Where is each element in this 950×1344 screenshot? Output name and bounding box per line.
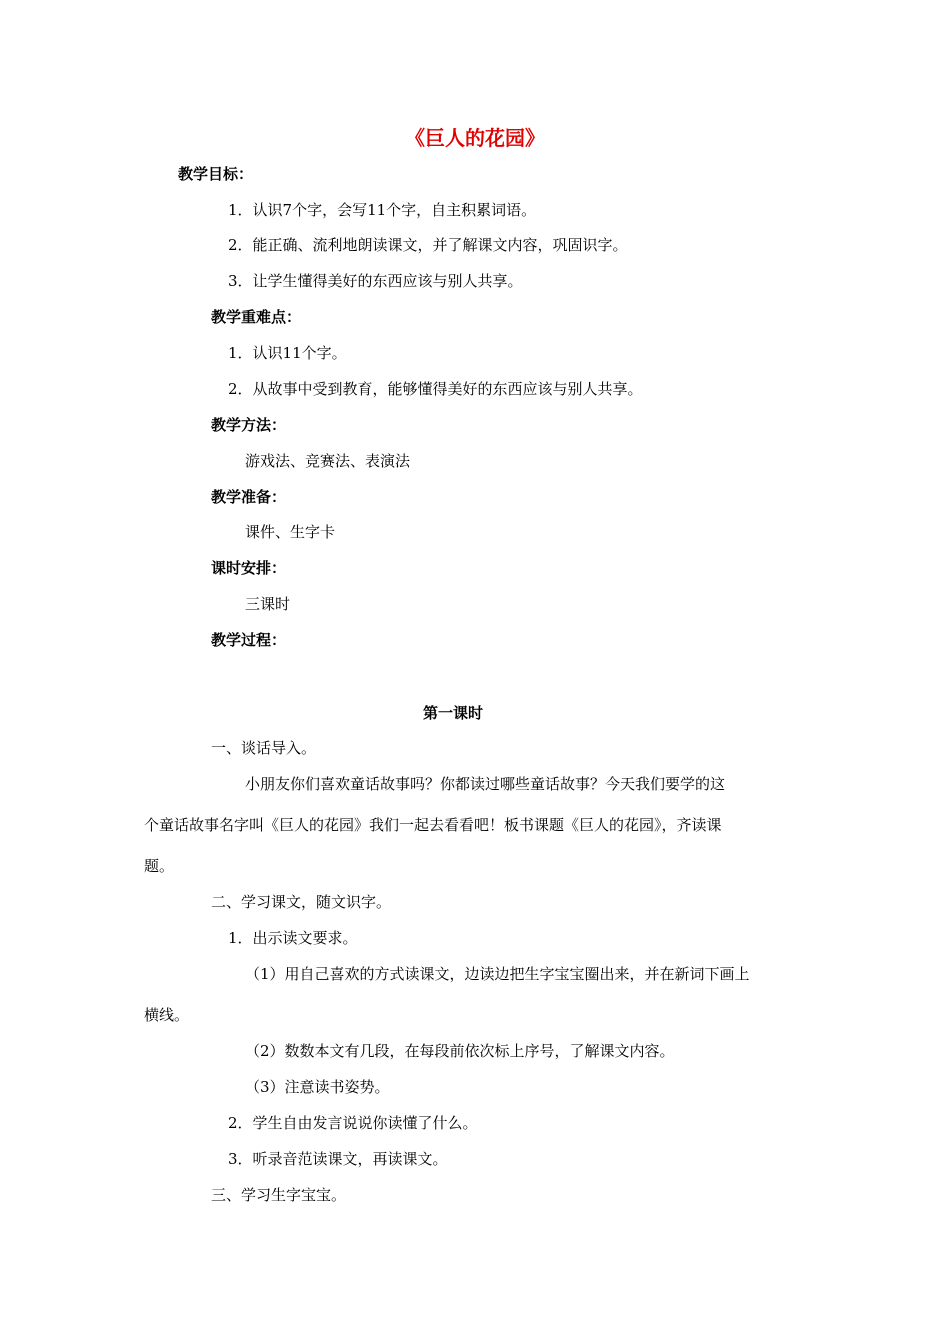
paragraph-line: 个童话故事名字叫《巨人的花园》我们一起去看看吧！板书课题《巨人的花园》，齐读课 [144, 816, 722, 834]
methods-heading: 教学方法： [211, 416, 287, 434]
paragraph-line: 题。 [144, 857, 175, 875]
requirement-item-cont: 横线。 [144, 1006, 190, 1024]
section-heading: 二、学习课文，随文识字。 [211, 893, 392, 911]
objective-item: 1．认识7个字，会写11个字，自主积累词语。 [228, 201, 537, 219]
section-heading: 一、谈话导入。 [211, 739, 317, 757]
lesson-heading: 第一课时 [422, 704, 483, 722]
page-title: 《巨人的花园》 [405, 126, 545, 150]
requirement-item: （2）数数本文有几段，在每段前依次标上序号，了解课文内容。 [245, 1042, 675, 1060]
step-item: 2．学生自由发言说说你读懂了什么。 [228, 1114, 478, 1132]
objective-item: 3．让学生懂得美好的东西应该与别人共享。 [228, 272, 523, 290]
requirement-item: （3）注意读书姿势。 [245, 1078, 390, 1096]
step-item: 1．出示读文要求。 [228, 929, 358, 947]
schedule-heading: 课时安排： [211, 559, 287, 577]
key-point-item: 1．认识11个字。 [228, 344, 347, 362]
requirement-item: （1）用自己喜欢的方式读课文，边读边把生字宝宝圈出来，并在新词下画上 [245, 965, 750, 983]
objectives-heading: 教学目标： [178, 165, 254, 183]
schedule-text: 三课时 [245, 595, 291, 613]
objective-item: 2．能正确、流利地朗读课文，并了解课文内容，巩固识字。 [228, 236, 628, 254]
preparation-text: 课件、生字卡 [245, 523, 336, 541]
section-heading: 三、学习生字宝宝。 [211, 1186, 347, 1204]
key-point-item: 2．从故事中受到教育，能够懂得美好的东西应该与别人共享。 [228, 380, 643, 398]
paragraph-line: 小朋友你们喜欢童话故事吗？你都读过哪些童话故事？今天我们要学的这 [245, 775, 726, 793]
methods-text: 游戏法、竞赛法、表演法 [245, 452, 411, 470]
process-heading: 教学过程： [211, 631, 287, 649]
key-points-heading: 教学重难点： [211, 308, 302, 326]
preparation-heading: 教学准备： [211, 488, 287, 506]
step-item: 3．听录音范读课文，再读课文。 [228, 1150, 448, 1168]
